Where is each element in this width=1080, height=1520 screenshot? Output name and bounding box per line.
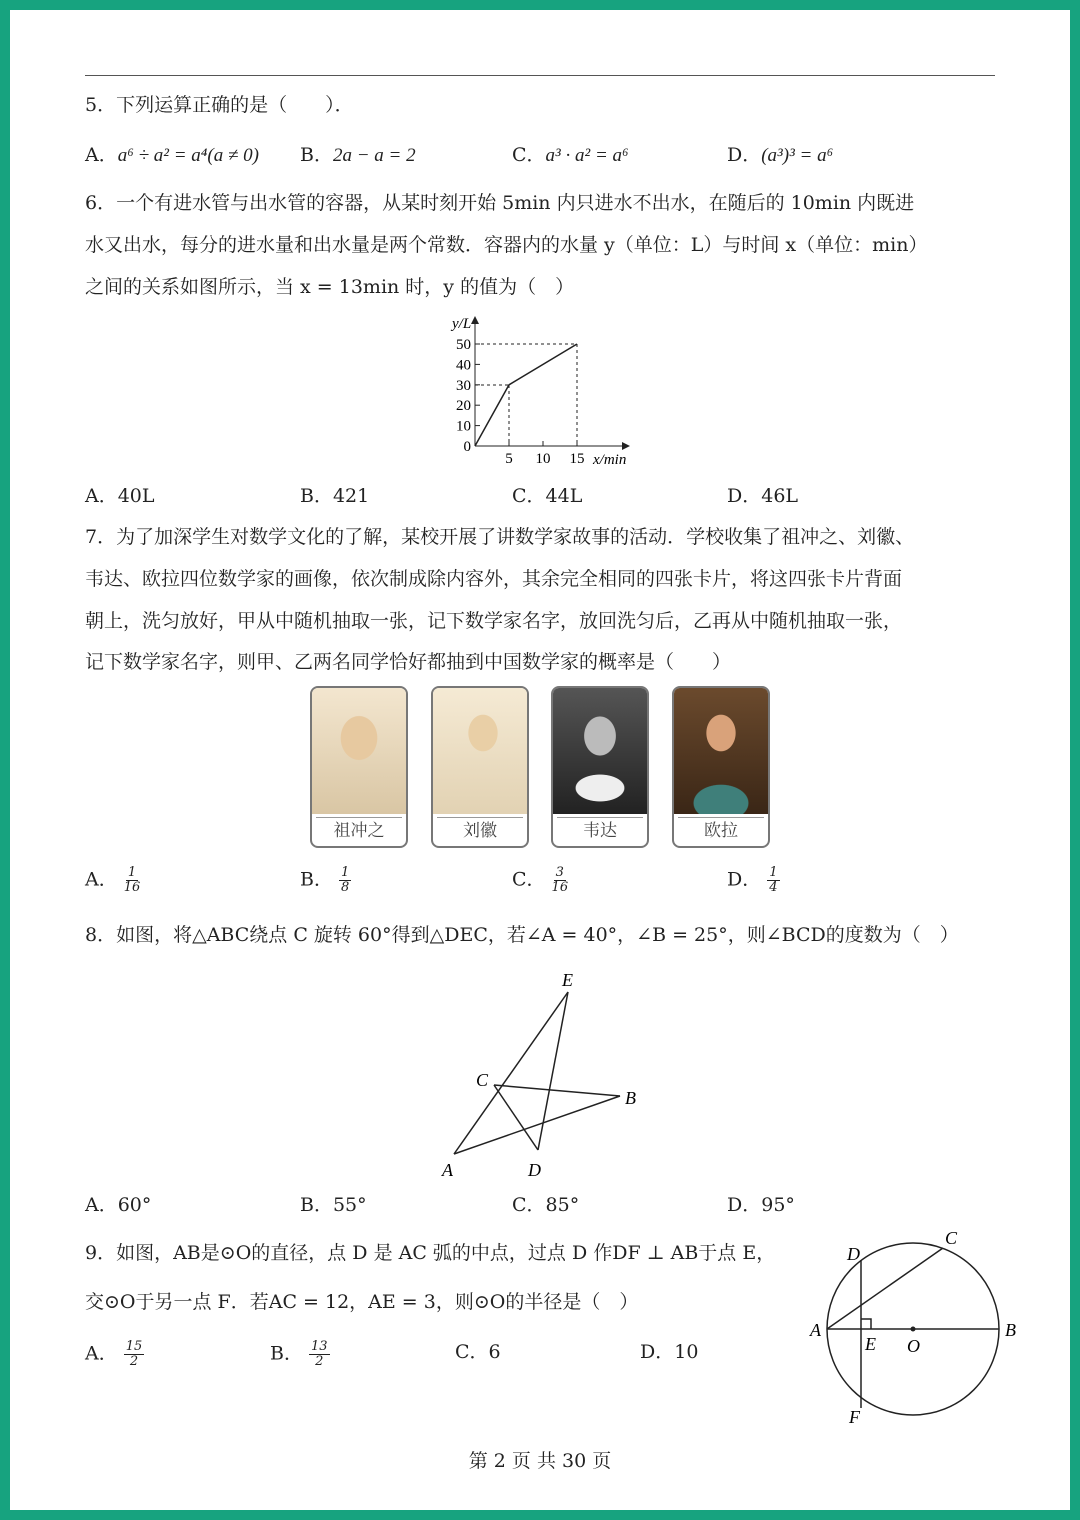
q8-option-b: B．55° xyxy=(300,1194,367,1216)
q5-stem: 5．下列运算正确的是（ ）． xyxy=(85,94,354,116)
q6-option-c: C．44L xyxy=(512,485,583,507)
label-b: B xyxy=(1005,1320,1016,1340)
q9-line: 9．如图，AB是⊙O的直径，点 D 是 AC 弧的中点，过点 D 作DF ⊥ AB于点 E， xyxy=(85,1242,776,1264)
q8-option-a: A．60° xyxy=(85,1194,152,1216)
q6-line: 6．一个有进水管与出水管的容器，从某时刻开始 5min 内只进水不出水，在随后的 10min 内既进 xyxy=(85,192,915,214)
x-tick-label: 15 xyxy=(569,451,585,467)
portrait-image xyxy=(553,688,647,814)
y-tick-label: 0 xyxy=(463,439,471,455)
portrait-image xyxy=(433,688,527,814)
q9-option-c: C．6 xyxy=(455,1341,501,1363)
card-name: 韦达 xyxy=(557,817,643,844)
x-tick-label: 10 xyxy=(535,451,551,467)
q5-option-a: A．a⁶ ÷ a² = a⁴(a ≠ 0) xyxy=(85,144,259,166)
q5-option-d: D．(a³)³ = a⁶ xyxy=(727,144,834,166)
series-line xyxy=(475,344,577,446)
card-liu-hui xyxy=(431,686,529,848)
q6-line: 水又出水，每分的进水量和出水量是两个常数．容器内的水量 y（单位：L）与时间 x（单位：min） xyxy=(85,234,928,256)
card-vieta xyxy=(551,686,649,848)
label-c: C xyxy=(945,1230,958,1248)
q9-option-a: A． $\frac{15}{2}$ xyxy=(85,1339,143,1369)
q8-option-d: D．95° xyxy=(727,1194,795,1216)
q9-option-b: B． $\frac{13}{2}$ xyxy=(270,1339,328,1369)
y-tick-label: 50 xyxy=(456,337,471,353)
label-d: D xyxy=(847,1244,860,1264)
card-zu-chongzhi xyxy=(310,686,408,848)
label-a: A xyxy=(810,1320,821,1340)
y-tick-label: 20 xyxy=(456,398,471,415)
q8-stem: 8．如图，将△ABC绕点 C 旋转 60°得到△DEC，若∠A = 40°，∠B = 25°，则∠BCD的度数为（ ） xyxy=(85,924,959,946)
q7-option-b: B． $\frac{1}{8}$ xyxy=(300,865,350,895)
q7-line: 7．为了加深学生对数学文化的了解，某校开展了讲数学家故事的活动．学校收集了祖冲之、刘徽、 xyxy=(85,526,915,548)
y-axis-arrow xyxy=(471,316,479,324)
q6-option-b: B．421 xyxy=(300,485,370,507)
label-o: O xyxy=(907,1336,920,1356)
y-label: y/L xyxy=(452,316,472,332)
q7-line: 朝上，洗匀放好，甲从中随机抽取一张，记下数学家名字，放回洗匀后，乙再从中随机抽取一张， xyxy=(85,610,903,632)
card-euler xyxy=(672,686,770,848)
y-tick-label: 30 xyxy=(456,377,471,394)
q6-line: 之间的关系如图所示，当 x = 13min 时，y 的值为（ ） xyxy=(85,276,575,298)
q7-option-d: D． $\frac{1}{4}$ xyxy=(727,865,778,895)
label-b: B xyxy=(625,1088,636,1108)
label-c: C xyxy=(476,1070,489,1090)
header-rule xyxy=(85,75,995,76)
card-name: 欧拉 xyxy=(678,817,764,844)
x-axis-arrow xyxy=(622,442,630,450)
card-name: 刘徽 xyxy=(437,817,523,844)
q9-circle-figure xyxy=(805,1230,1035,1430)
q7-option-a: A． $\frac{1}{16}$ xyxy=(85,865,141,895)
q6-option-d: D．46L xyxy=(727,485,799,507)
q9-line: 交⊙O于另一点 F．若AC = 12，AE = 3，则⊙O的半径是（ ） xyxy=(85,1291,639,1313)
card-name: 祖冲之 xyxy=(316,817,402,844)
q6-option-a: A．40L xyxy=(85,485,155,507)
label-d: D xyxy=(528,1160,541,1180)
q7-line: 韦达、欧拉四位数学家的画像，依次制成除内容外，其余完全相同的四张卡片，将这四张卡片背面 xyxy=(85,568,903,590)
q6-graph xyxy=(430,310,650,475)
q8-option-c: C．85° xyxy=(512,1194,580,1216)
label-a: A xyxy=(442,1160,453,1180)
label-f: F xyxy=(849,1407,860,1427)
label-e: E xyxy=(562,970,573,990)
x-label: x/min xyxy=(593,452,627,468)
q7-option-c: C． $\frac{3}{16}$ xyxy=(512,865,569,895)
page-footer: 第 2 页 共 30 页 xyxy=(468,1450,612,1472)
exam-page xyxy=(10,10,1070,1510)
x-tick-label: 5 xyxy=(505,451,513,467)
portrait-image xyxy=(312,688,406,814)
q5-option-b: B．2a − a = 2 xyxy=(300,144,416,166)
q7-line: 记下数学家名字，则甲、乙两名同学恰好都抽到中国数学家的概率是（ ） xyxy=(85,651,732,673)
portrait-image xyxy=(674,688,768,814)
q8-triangle-figure xyxy=(430,960,670,1185)
q5-option-c: C．a³ · a² = a⁶ xyxy=(512,144,629,166)
label-e: E xyxy=(865,1334,876,1354)
y-tick-label: 40 xyxy=(456,357,471,374)
q9-option-d: D．10 xyxy=(640,1341,699,1363)
y-tick-label: 10 xyxy=(456,418,471,435)
